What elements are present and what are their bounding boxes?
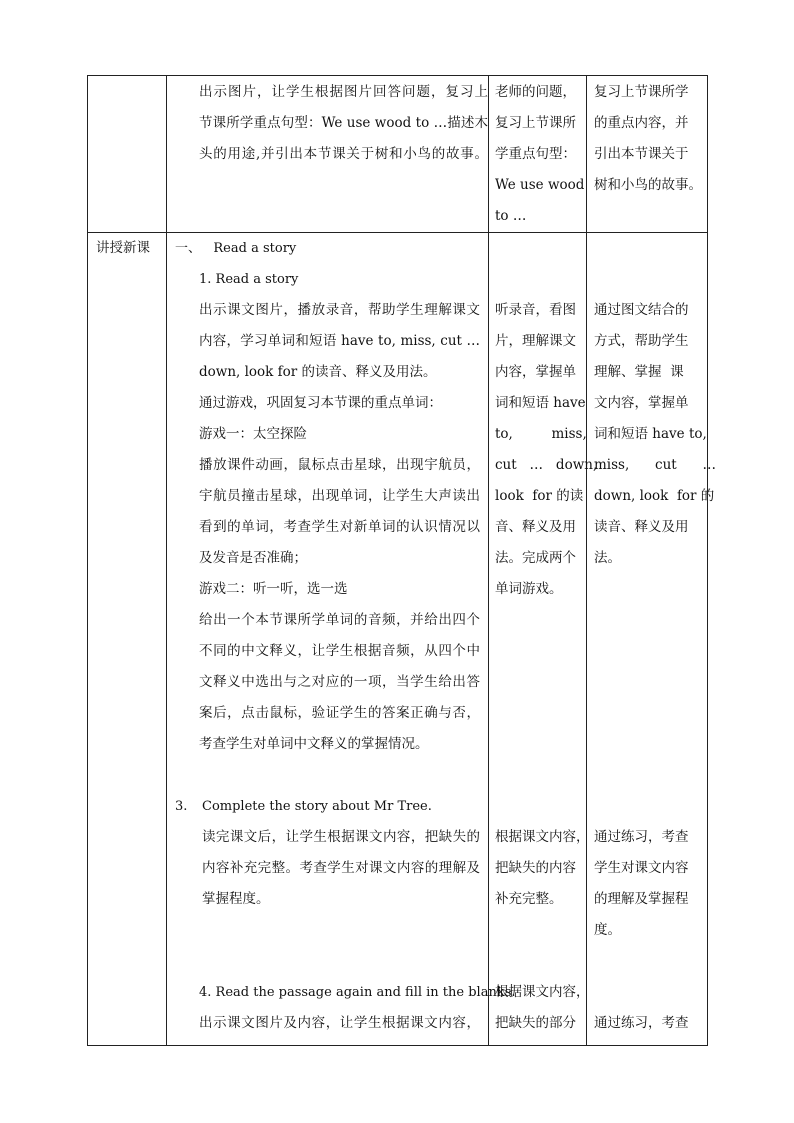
text-line: 补充完整。 [495,891,563,907]
text-line: 方式，帮助学生 [594,333,689,349]
text-line: 单词游戏。 [495,581,563,597]
text-line: 节课所学重点句型：We use wood to …描述木 [199,115,488,131]
text-line: 内容补充完整。考查学生对课文内容的理解及 [202,860,480,876]
text-line: 内容，掌握单 [495,364,576,380]
teacher-activity-cell [167,76,489,233]
text-line: 案后，点击鼠标，验证学生的答案正确与否， [199,705,480,721]
teacher-activity-cell [167,233,516,1046]
text-line: to … [495,208,527,224]
item-title: 1. Read a story [199,272,299,287]
text-line: 通过图文结合的 [594,302,689,318]
text-line: 词和短语 have [495,395,586,411]
table-row [88,233,708,1046]
text-line: 通过游戏，巩固复习本节课的重点单词： [199,395,442,411]
text-line: 片，理解课文 [495,333,576,349]
text-line: 引出本节课关于 [594,146,689,162]
text-line: 学重点句型： [495,146,576,162]
item-title: 4. Read the passage again and fill in the blanks. [199,985,516,1000]
text-line: 给出一个本节课所学单词的音频，并给出四个 [199,612,480,628]
text-line: 度。 [594,922,621,938]
text-line: 及发音是否准确； [199,550,307,566]
text-line: cut … down, [495,457,598,473]
text-line: 把缺失的部分 [495,1015,576,1031]
text-line: 出示课文图片及内容，让学生根据课文内容， [199,1015,480,1031]
text-line: 根据课文内容， [495,984,590,1000]
text-line: 掌握程度。 [202,891,270,907]
text-line: 头的用途,并引出本节课关于树和小鸟的故事。 [199,146,488,162]
text-line: 复习上节课所 [495,115,576,131]
text-line: 出示课文图片，播放录音，帮助学生理解课文 [199,302,480,318]
text-line: 看到的单词，考查学生对新单词的认识情况以 [199,519,480,535]
text-line: 考查学生对单词中文释义的掌握情况。 [199,736,429,752]
text-line: 法。 [594,550,621,566]
text-line: down, look for 的读音、释义及用法。 [199,364,437,380]
student-activity-cell [489,233,598,1046]
section-heading: 一、 Read a story [175,241,297,256]
stage-cell-empty [88,76,167,233]
table-row [88,76,708,233]
text-line: 不同的中文释义，让学生根据音频，从四个中 [199,643,480,659]
text-line: miss, cut … [594,457,716,473]
item-number: 3. [175,799,188,814]
design-intent-cell [587,233,716,1046]
student-activity-cell [489,76,587,233]
stage-label: 讲授新课 [96,240,150,256]
text-line: 理解、掌握 课 [594,364,684,380]
lesson-plan-table [87,75,716,1046]
text-line: 通过练习，考查 [594,829,689,845]
text-line: 通过练习，考查 [594,1015,689,1031]
text-line: 复习上节课所学 [594,84,689,100]
text-line: 法。完成两个 [495,550,576,566]
text-line: 内容，学习单词和短语 have to, miss, cut … [199,333,480,349]
text-line: 的重点内容，并 [594,115,689,131]
text-line: 游戏二：听一听，选一选 [199,581,348,597]
text-line: 听录音，看图 [495,302,576,318]
text-line: 老师的问题， [495,84,576,100]
design-intent-cell [587,76,708,233]
text-line: 读音、释义及用 [594,519,689,535]
text-line: We use wood [495,177,585,193]
text-line: look for 的读 [495,488,584,504]
text-line: 文释义中选出与之对应的一项，当学生给出答 [199,674,480,690]
text-line: 词和短语 have to, [594,426,707,442]
text-line: 读完课文后，让学生根据课文内容，把缺失的 [202,829,480,845]
text-line: 游戏一：太空探险 [199,426,307,442]
text-line: 宇航员撞击星球，出现单词，让学生大声读出 [199,488,480,504]
text-line: 的理解及掌握程 [594,891,689,907]
text-line: 树和小鸟的故事。 [594,177,702,193]
text-line: 学生对课文内容 [594,860,689,876]
text-line: down, look for 的 [594,488,715,504]
text-line: 根据课文内容， [495,829,590,845]
text-line: 把缺失的内容 [495,860,576,876]
stage-cell [88,233,167,1046]
text-line: 音、释义及用 [495,519,576,535]
item-title: Complete the story about Mr Tree. [202,799,432,814]
text-line: 出示图片，让学生根据图片回答问题，复习上 [199,84,488,100]
text-line: to, miss, [495,426,587,442]
item-3-title-line [175,791,488,822]
text-line: 文内容，掌握单 [594,395,689,411]
text-line: 播放课件动画，鼠标点击星球，出现宇航员， [199,457,480,473]
